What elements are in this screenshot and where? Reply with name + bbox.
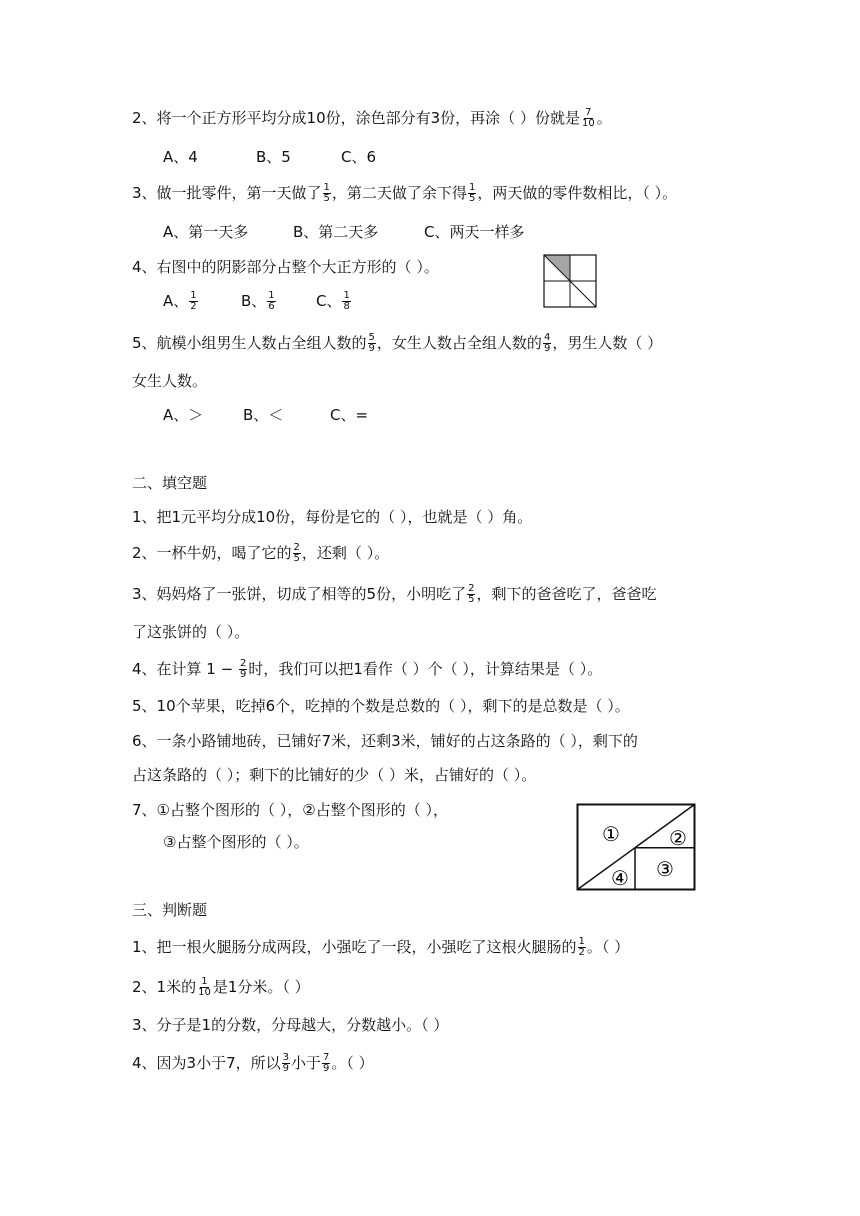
fraction: $\frac{3}{9}$	[282, 1052, 290, 1074]
fill-q1: 1、把1元平均分成10份，每份是它的（ ），也就是（ ）角。	[132, 508, 533, 526]
section-heading-judge: 三、判断题	[132, 901, 208, 919]
mc-q5-options: A、＞ B、＜ C、=	[163, 406, 369, 424]
mc-q5: 5、航模小组男生人数占全组人数的 $\frac{5}{9}$ ，女生人数占全组人数的 $\frac{4}{9}$ ，男生人数（ ）	[132, 332, 663, 354]
fill-q3-line2: 了这张饼的（ ）。	[132, 623, 250, 641]
divided-rectangle-figure	[576, 803, 696, 891]
mc-q2-options: A、4 B、5 C、6	[163, 148, 377, 166]
mc-q2: 2、将一个正方形平均分成10份，涂色部分有3份，再涂（ ）份就是 $\frac{7}{10}$ 。	[132, 107, 612, 129]
grid-shaded-figure	[543, 254, 597, 308]
region-label-2: ②	[669, 826, 687, 850]
region-label-3: ③	[656, 857, 674, 881]
fraction: $\frac{5}{9}$	[368, 332, 375, 354]
fraction: $\frac{1}{5}$	[468, 182, 476, 204]
mc-q3-options: A、第一天多 B、第二天多 C、两天一样多	[163, 223, 525, 241]
judge-q4: 4、因为3小于7，所以 $\frac{3}{9}$ 小于 $\frac{7}{9}$ 。（ ）	[132, 1052, 374, 1074]
fraction: $\frac{4}{9}$	[543, 332, 551, 354]
fraction: $\frac{1}{2}$	[578, 936, 585, 958]
region-label-4: ④	[611, 866, 629, 890]
mc-q4-options: A、 $\frac{1}{2}$ B、 $\frac{1}{6}$ C、 $\frac{1}{8}$	[163, 290, 350, 312]
judge-q3: 3、分子是1的分数，分母越大，分数越小。（ ）	[132, 1016, 449, 1034]
judge-q2: 2、1米的 $\frac{1}{10}$ 是1分米。（ ）	[132, 976, 310, 998]
fraction: $\frac{1}{6}$	[268, 290, 275, 312]
fraction: $\frac{1}{8}$	[343, 290, 350, 312]
mc-q4: 4、右图中的阴影部分占整个大正方形的（ ）。	[132, 258, 439, 276]
fraction: $\frac{1}{10}$	[198, 976, 211, 998]
fraction: $\frac{2}{9}$	[239, 658, 247, 680]
region-label-1: ①	[602, 822, 620, 846]
fraction: $\frac{2}{5}$	[468, 583, 475, 605]
fill-q4: 4、在计算 1 − $\frac{2}{9}$ 时，我们可以把1看作（ ）个（ ），计算结果是（ ）。	[132, 658, 603, 680]
fill-q6-line2: 占这条路的（ ）；剩下的比铺好的少（ ）米，占铺好的（ ）。	[132, 766, 537, 784]
fraction: $\frac{1}{5}$	[323, 182, 330, 204]
fill-q7: 7、①占整个图形的（ ），②占整个图形的（ ），	[132, 801, 448, 819]
mc-q5-line2: 女生人数。	[132, 372, 208, 390]
fraction: $\frac{1}{2}$	[190, 290, 197, 312]
mc-q3: 3、做一批零件，第一天做了 $\frac{1}{5}$ ，第二天做了余下得 $\frac{1}{5}$ ，两天做的零件数相比，（ ）。	[132, 182, 678, 204]
judge-q1: 1、把一根火腿肠分成两段，小强吃了一段，小强吃了这根火腿肠的 $\frac{1}{2}$ 。（ ）	[132, 936, 630, 958]
fill-q5: 5、10个苹果，吃掉6个，吃掉的个数是总数的（ ），剩下的是总数是（ ）。	[132, 697, 630, 715]
fraction: $\frac{7}{9}$	[323, 1052, 330, 1074]
fraction: $\frac{7}{10}$	[581, 107, 595, 129]
fill-q7-line2: ③占整个图形的（ ）。	[163, 833, 309, 851]
fill-q6: 6、一条小路铺地砖，已铺好7米，还剩3米，铺好的占这条路的（ ），剩下的	[132, 732, 638, 750]
section-heading-fill: 二、填空题	[132, 474, 208, 492]
fill-q2: 2、一杯牛奶，喝了它的 $\frac{2}{5}$ ，还剩（ ）。	[132, 542, 390, 564]
fill-q3: 3、妈妈烙了一张饼，切成了相等的5份，小明吃了 $\frac{2}{5}$ ，剩下的爸爸吃了，爸爸吃	[132, 583, 657, 605]
fraction: $\frac{2}{5}$	[293, 542, 300, 564]
